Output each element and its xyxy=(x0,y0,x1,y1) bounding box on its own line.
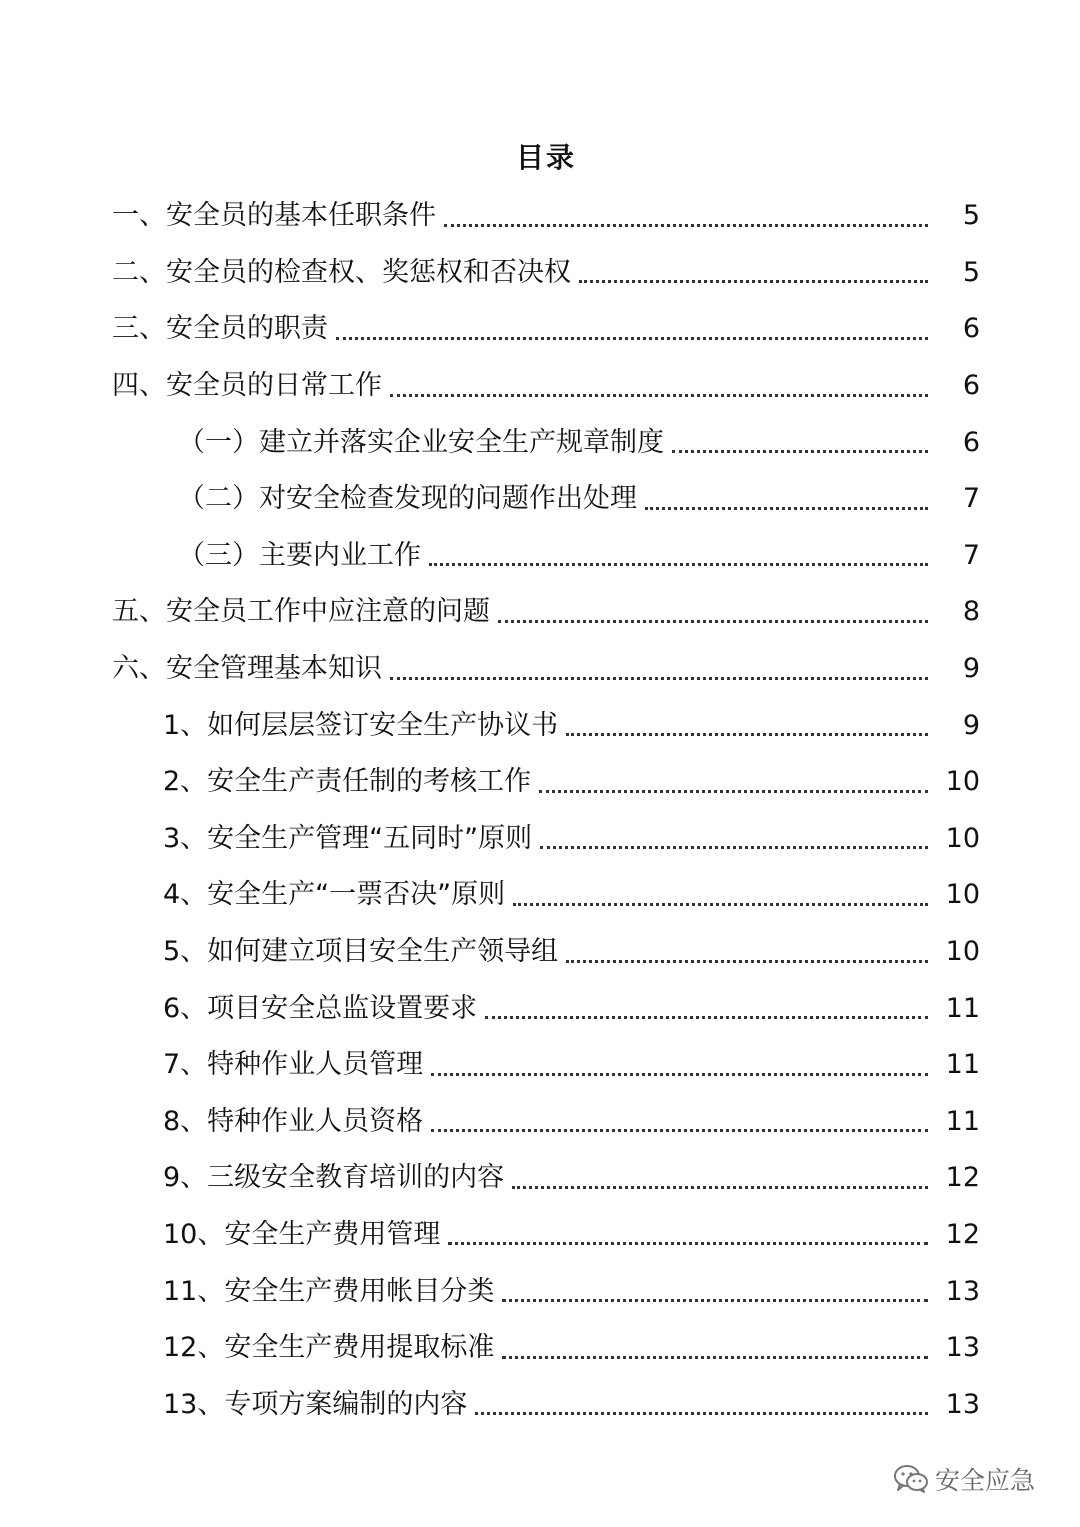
toc-entry xyxy=(0,980,1080,1037)
toc-dot-leader xyxy=(566,733,928,736)
toc-entry-label: 一、安全员的基本任职条件 xyxy=(112,200,436,232)
toc-dot-leader xyxy=(539,790,928,793)
toc-entry-page: 12 xyxy=(945,1218,980,1250)
toc-entry-page: 13 xyxy=(945,1388,980,1420)
toc-entry-page: 6 xyxy=(962,313,980,345)
toc-entry-page: 9 xyxy=(962,709,980,741)
toc-entry-page: 11 xyxy=(945,992,980,1024)
toc-entry xyxy=(0,1263,1080,1320)
toc-dot-leader xyxy=(513,903,928,906)
toc-entry-label: 2、安全生产责任制的考核工作 xyxy=(163,766,532,798)
toc-entry xyxy=(0,641,1080,698)
wechat-icon xyxy=(893,1464,929,1494)
toc-dot-leader xyxy=(336,337,928,340)
toc-entry xyxy=(0,867,1080,924)
toc-entry xyxy=(0,188,1080,245)
toc-entry-label: （一）建立并落实企业安全生产规章制度 xyxy=(178,426,664,458)
toc-dot-leader xyxy=(502,1299,928,1302)
toc-entry xyxy=(0,697,1080,754)
toc-entry-page: 5 xyxy=(962,256,980,288)
toc-entry-page: 6 xyxy=(962,426,980,458)
toc-entry-label: 五、安全员工作中应注意的问题 xyxy=(112,596,490,628)
toc-entry-label: 5、如何建立项目安全生产领导组 xyxy=(163,936,559,968)
toc-entry xyxy=(0,528,1080,585)
toc-entry-label: 7、特种作业人员管理 xyxy=(163,1049,424,1081)
toc-dot-leader xyxy=(475,1412,928,1415)
toc-dot-leader xyxy=(431,1129,928,1132)
toc-entry xyxy=(0,584,1080,641)
toc-dot-leader xyxy=(579,280,928,283)
toc-entry xyxy=(0,924,1080,981)
toc-entry-page: 7 xyxy=(962,539,980,571)
toc-dot-leader xyxy=(498,620,928,623)
toc-entry-label: 六、安全管理基本知识 xyxy=(112,653,382,685)
toc-entry-label: 三、安全员的职责 xyxy=(112,313,328,345)
toc-entry-label: 四、安全员的日常工作 xyxy=(112,370,382,402)
toc-entry xyxy=(0,471,1080,528)
toc-entry xyxy=(0,1207,1080,1264)
toc-entry-label: 3、安全生产管理“五同时”原则 xyxy=(163,822,533,854)
toc-dot-leader xyxy=(485,1016,928,1019)
toc-title: 目录 xyxy=(515,141,576,174)
toc-dot-leader xyxy=(502,1356,928,1359)
toc-entry xyxy=(0,1094,1080,1151)
toc-entry xyxy=(0,1037,1080,1094)
toc-entry xyxy=(0,414,1080,471)
toc-entry xyxy=(0,358,1080,415)
toc-entry-label: 4、安全生产“一票否决”原则 xyxy=(163,879,506,911)
toc-entry-page: 10 xyxy=(945,766,980,798)
toc-dot-leader xyxy=(672,450,928,453)
toc-entry xyxy=(0,754,1080,811)
toc-entry-page: 10 xyxy=(945,822,980,854)
toc-entry-label: 8、特种作业人员资格 xyxy=(163,1105,424,1137)
toc-entry-page: 9 xyxy=(962,653,980,685)
toc-dot-leader xyxy=(390,394,928,397)
toc-entry-page: 7 xyxy=(962,483,980,515)
toc-entry-page: 5 xyxy=(962,200,980,232)
toc-entry-page: 11 xyxy=(945,1049,980,1081)
toc-entry-page: 6 xyxy=(962,370,980,402)
toc-entry-page: 11 xyxy=(945,1105,980,1137)
toc-dot-leader xyxy=(540,846,928,849)
toc-entry-label: 12、安全生产费用提取标准 xyxy=(163,1332,495,1364)
watermark-text: 安全应急 xyxy=(935,1466,1036,1495)
toc-entry-page: 10 xyxy=(945,936,980,968)
toc-dot-leader xyxy=(645,507,928,510)
toc-entry xyxy=(0,811,1080,868)
toc-list xyxy=(0,188,1080,1433)
toc-entry-label: 11、安全生产费用帐目分类 xyxy=(163,1275,495,1307)
toc-dot-leader xyxy=(429,563,928,566)
toc-entry-page: 8 xyxy=(962,596,980,628)
toc-entry-label: 13、专项方案编制的内容 xyxy=(163,1388,468,1420)
toc-entry-label: （三）主要内业工作 xyxy=(178,539,421,571)
toc-entry-label: （二）对安全检查发现的问题作出处理 xyxy=(178,483,637,515)
toc-entry-label: 1、如何层层签订安全生产协议书 xyxy=(163,709,559,741)
toc-dot-leader xyxy=(444,224,928,227)
toc-dot-leader xyxy=(390,677,928,680)
toc-entry xyxy=(0,1320,1080,1377)
toc-entry-page: 13 xyxy=(945,1275,980,1307)
toc-entry-label: 9、三级安全教育培训的内容 xyxy=(163,1162,505,1194)
toc-dot-leader xyxy=(448,1242,928,1245)
toc-entry-label: 二、安全员的检查权、奖惩权和否决权 xyxy=(112,256,571,288)
toc-entry xyxy=(0,245,1080,302)
toc-entry-label: 10、安全生产费用管理 xyxy=(163,1218,441,1250)
toc-entry-page: 10 xyxy=(945,879,980,911)
toc-dot-leader xyxy=(566,960,928,963)
toc-entry xyxy=(0,301,1080,358)
toc-entry-page: 13 xyxy=(945,1332,980,1364)
toc-entry-page: 12 xyxy=(945,1162,980,1194)
toc-entry-label: 6、项目安全总监设置要求 xyxy=(163,992,478,1024)
toc-entry xyxy=(0,1376,1080,1433)
toc-dot-leader xyxy=(512,1186,928,1189)
watermark xyxy=(893,1461,1035,1497)
toc-entry xyxy=(0,1150,1080,1207)
toc-dot-leader xyxy=(431,1073,928,1076)
